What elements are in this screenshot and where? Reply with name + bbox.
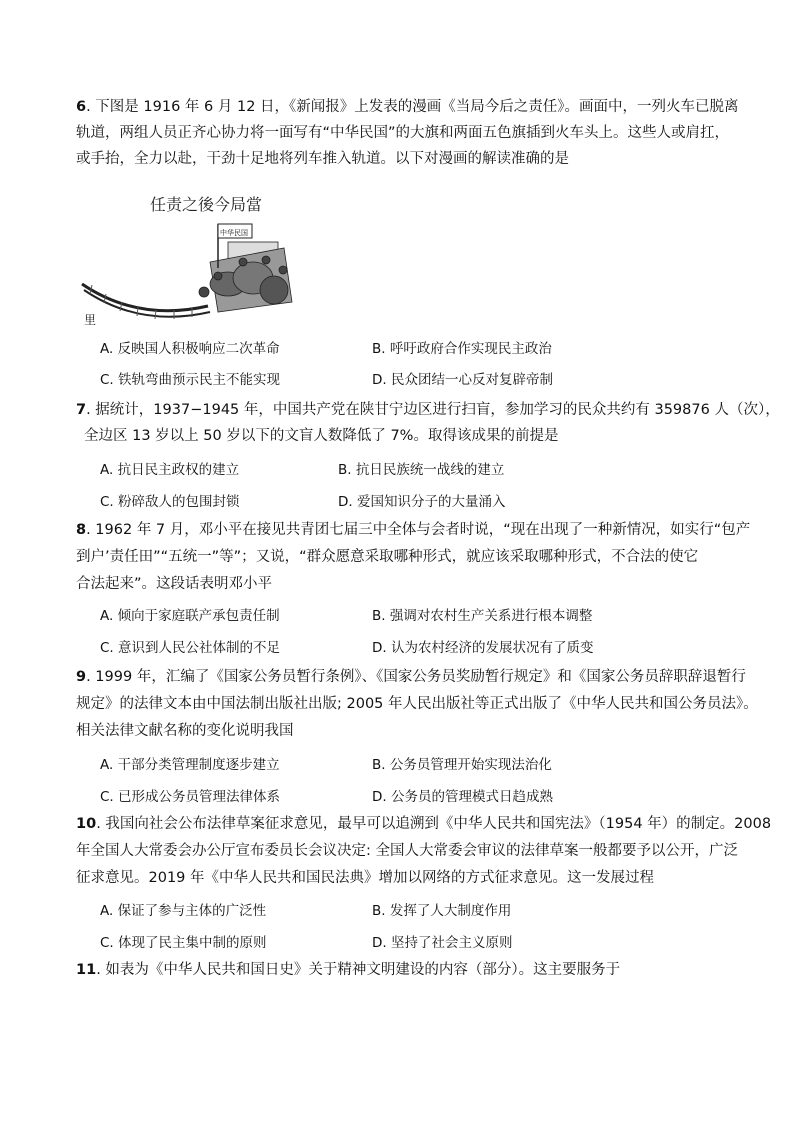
question-text: 征求意见。2019 年《中华人民共和国民法典》增加以网络的方式征求意见。这一发展过程	[76, 870, 655, 886]
question-text: . 1999 年，汇编了《国家公务员暂行条例》、《国家公务员奖励暂行规定》和《国家公务员辞职辞退暂行	[86, 669, 746, 685]
option-c: C. 粉碎敌人的包围封锁	[100, 494, 240, 510]
question-number: 9	[76, 669, 87, 685]
option-d: D. 公务员的管理模式日趋成熟	[372, 789, 553, 805]
option-d: D. 爱国知识分子的大量涌入	[338, 494, 506, 510]
question-line	[76, 959, 620, 981]
question-text: 或手抬，全力以赴，干劲十足地将列车推入轨道。以下对漫画的解读准确的是	[76, 151, 569, 167]
flag-text: 中华民国	[220, 229, 248, 237]
option-b: B. 发挥了人大制度作用	[372, 903, 512, 919]
question-line	[76, 519, 750, 541]
option-a: A. 干部分类管理制度逐步建立	[100, 757, 280, 773]
artist-seal: 里	[84, 313, 97, 327]
option-a: A. 抗日民主政权的建立	[100, 462, 240, 478]
question-text: . 据统计，1937−1945 年，中国共产党在陕甘宁边区进行扫盲，参加学习的民众共约有 359876 人（次），	[86, 402, 780, 418]
question-text: 合法起来”。这段话表明邓小平	[76, 576, 273, 592]
option-b: B. 公务员管理开始实现法治化	[372, 757, 552, 773]
question-text: 规定》的法律文本由中国法制出版社出版; 2005 年人民出版社等正式出版了《中华人民共和国公务员法》。	[76, 696, 758, 712]
question-line	[76, 96, 739, 118]
question-text: 年全国人大常委会办公厅宣布委员长会议决定: 全国人大常委会审议的法律草案一般都要予以公开，广泛	[76, 843, 738, 859]
option-b: B. 抗日民族统一战线的建立	[338, 462, 505, 478]
option-c: C. 意识到人民公社体制的不足	[100, 640, 281, 656]
option-c: C. 体现了民主集中制的原则	[100, 935, 267, 951]
option-a: A. 保证了参与主体的广泛性	[100, 903, 267, 919]
question-text: 相关法律文献名称的变化说明我国	[76, 723, 294, 739]
option-b: B. 强调对农村生产关系进行根本调整	[372, 608, 593, 624]
option-d: D. 坚持了社会主义原则	[372, 935, 513, 951]
cartoon-title: 任责之後今局當	[150, 195, 263, 214]
option-a: A. 倾向于家庭联产承包责任制	[100, 608, 280, 624]
question-line	[76, 666, 746, 688]
question-number: 6	[76, 99, 87, 115]
question-line	[76, 399, 780, 421]
question-text: 轨道，两组人员正齐心协力将一面写有“中华民国”的大旗和两面五色旗插到火车头上。这些人或肩扛，	[76, 125, 730, 141]
question-number: 8	[76, 522, 87, 538]
option-c: C. 铁轨弯曲预示民主不能实现	[100, 372, 281, 388]
cartoon-image	[78, 184, 300, 330]
question-text: . 如表为《中华人民共和国日史》关于精神文明建设的内容（部分）。这主要服务于	[96, 962, 621, 978]
question-number: 10	[76, 816, 97, 832]
option-c: C. 已形成公务员管理法律体系	[100, 789, 281, 805]
question-text: . 我国向社会公布法律草案征求意见，最早可以追溯到《中华人民共和国宪法》（1954 年）的制定。2008	[96, 816, 772, 832]
option-b: B. 呼吁政府合作实现民主政治	[372, 341, 552, 357]
option-d: D. 民众团结一心反对复辟帝制	[372, 372, 553, 388]
question-text: 全边区 13 岁以上 50 岁以下的文盲人数降低了 7%。取得该成果的前提是	[84, 428, 559, 444]
question-number: 11	[76, 962, 97, 978]
question-text: 到户’责任田”“五统一”等”；又说，“群众愿意采取哪种形式，就应该采取哪种形式，不合法的使它	[76, 549, 699, 565]
option-d: D. 认为农村经济的发展状况有了质变	[372, 640, 594, 656]
question-number: 7	[76, 402, 87, 418]
question-text: . 下图是 1916 年 6 月 12 日，《新闻报》上发表的漫画《当局今后之责任》。画面中，一列火车已脱离	[86, 99, 739, 115]
question-line	[76, 813, 771, 835]
option-a: A. 反映国人积极响应二次革命	[100, 341, 280, 357]
question-text: . 1962 年 7 月，邓小平在接见共青团七届三中全体与会者时说，“现在出现了一种新情况，如实行“包产	[86, 522, 751, 538]
